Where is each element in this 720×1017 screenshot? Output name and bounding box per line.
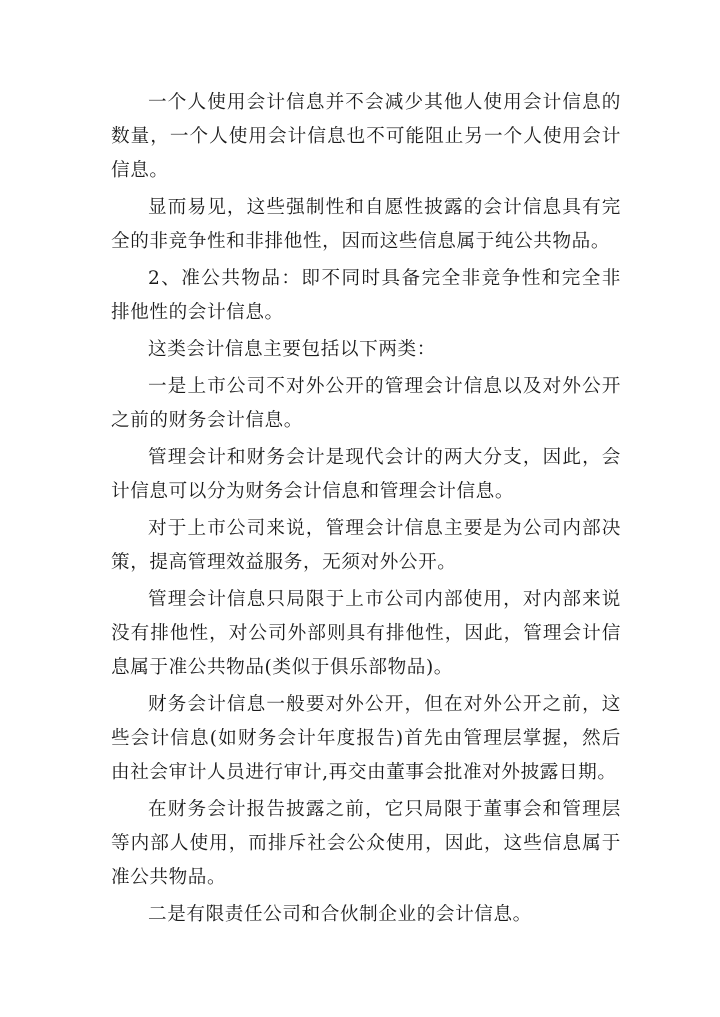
document-body: [111, 86, 621, 935]
paragraph: 在财务会计报告披露之前，它只局限于董事会和管理层等内部人使用，而排斥社会公众使用，因此，这些信息属于准公共物品。: [111, 799, 621, 888]
paragraph: 管理会计和财务会计是现代会计的两大分支，因此，会计信息可以分为财务会计信息和管理会计信息。: [111, 447, 621, 502]
paragraph: 一是上市公司不对外公开的管理会计信息以及对外公开之前的财务会计信息。: [111, 376, 621, 431]
paragraph: 管理会计信息只局限于上市公司内部使用，对内部来说没有排他性，对公司外部则具有排他性，因此，管理会计信息属于准公共物品(类似于俱乐部物品)。: [111, 589, 621, 678]
paragraph: 2、准公共物品：即不同时具备完全非竞争性和完全非排他性的会计信息。: [111, 268, 621, 323]
paragraph: 这类会计信息主要包括以下两类：: [148, 339, 436, 360]
paragraph: 一个人使用会计信息并不会减少其他人使用会计信息的数量，一个人使用会计信息也不可能阻止另一个人使用会计信息。: [111, 92, 621, 181]
paragraph: 对于上市公司来说，管理会计信息主要是为公司内部决策，提高管理效益服务，无须对外公开。: [111, 518, 621, 573]
paragraph: 财务会计信息一般要对外公开，但在对外公开之前，这些会计信息(如财务会计年度报告)首先由管理层掌握，然后由社会审计人员进行审计,再交由董事会批准对外披露日期。: [111, 694, 621, 783]
paragraph: 二是有限责任公司和合伙制企业的会计信息。: [148, 904, 532, 925]
paragraph: 显而易见，这些强制性和自愿性披露的会计信息具有完全的非竞争性和非排他性，因而这些信息属于纯公共物品。: [111, 197, 621, 252]
